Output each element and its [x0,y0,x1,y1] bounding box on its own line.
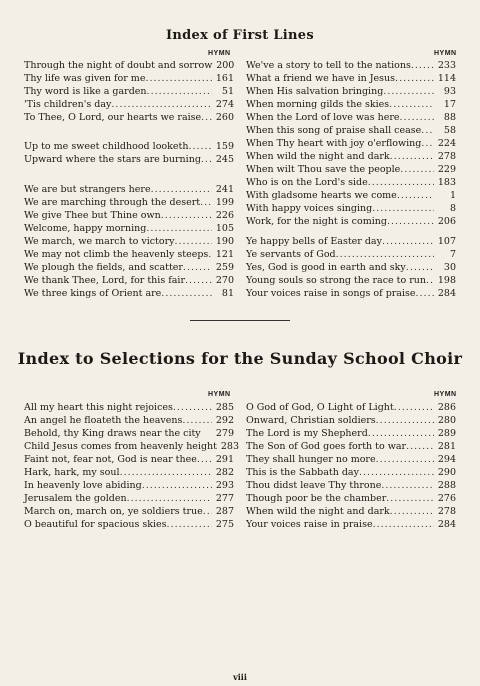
index-entry [24,223,234,235]
entry-first-line: We march, we march to victory [24,236,175,247]
index-entry [24,519,234,531]
index-entry [246,428,456,440]
entry-hymn-number: 190 [215,236,234,247]
entry-hymn-number: 51 [221,86,234,97]
index-entry [24,441,239,453]
entry-hymn-number: 93 [443,86,456,97]
index-entry [246,415,456,427]
leader-dots [146,223,212,235]
entry-hymn-number: 280 [437,415,456,426]
entry-first-line: When wilt Thou save the people [246,164,401,175]
index-entry [246,99,456,111]
index-entry [24,236,234,248]
leader-dots [368,177,434,189]
entry-hymn-number: 283 [220,441,239,452]
index-entry [24,210,234,222]
entry-first-line: 'Tis children's day [24,99,112,110]
index-entry [246,203,456,215]
entry-first-line: We give Thee but Thine own [24,210,161,221]
leader-dots [203,506,212,518]
leader-dots [368,428,434,440]
leader-dots [201,154,212,166]
entry-hymn-number: 287 [215,506,234,517]
entry-hymn-number: 81 [221,288,234,299]
index-entry [24,454,234,466]
leader-dots [406,441,434,453]
entry-first-line: When wild the night and dark [246,151,390,162]
entry-first-line: We may not climb the heavenly steeps [24,249,209,260]
entry-first-line: When His salvation bringing [246,86,384,97]
index-entry [246,190,456,202]
index-entry [24,112,234,124]
entry-first-line: We thank Thee, Lord, for this fair [24,275,185,286]
entry-hymn-number: 198 [437,275,456,286]
index-entry [24,60,234,72]
entry-first-line: In heavenly love abiding [24,480,142,491]
index-entry [24,249,234,261]
index-entry [246,506,456,518]
entry-hymn-number: 183 [437,177,456,188]
index-entry [246,236,456,248]
index-entry [24,493,234,505]
leader-dots [142,480,212,492]
entry-hymn-number: 121 [215,249,234,260]
entry-first-line: We are marching through the desert [24,197,201,208]
entry-hymn-number: 294 [437,454,456,465]
index-entry [246,467,456,479]
leader-dots [386,493,434,505]
index-entry [246,177,456,189]
entry-hymn-number: 282 [215,467,234,478]
entry-hymn-number: 105 [215,223,234,234]
leader-dots [390,506,434,518]
leader-dots [161,288,212,300]
index-entry [246,454,456,466]
leader-dots [394,402,434,414]
hymn-column-header: HYMN [208,50,231,57]
index-entry [246,519,456,531]
entry-first-line: Your voices raise in songs of praise [246,288,416,299]
entry-hymn-number: 290 [437,467,456,478]
entry-hymn-number: 284 [437,288,456,299]
index-entry [246,288,456,300]
entry-first-line: The Son of God goes forth to war [246,441,407,452]
index-entry [24,506,234,518]
entry-hymn-number: 284 [437,519,456,530]
entry-first-line: Upward where the stars are burning [24,154,201,165]
index-entry [24,480,234,492]
entry-first-line: When Thy heart with joy o'erflowing [246,138,422,149]
leader-dots [411,60,434,72]
entry-first-line: This is the Sabbath day [246,467,359,478]
index-entry [246,112,456,124]
entry-first-line: Up to me sweet childhood looketh [24,141,189,152]
first-lines-title: Index of First Lines [166,28,314,43]
leader-dots [395,73,434,85]
entry-first-line: Thou didst leave Thy throne [246,480,382,491]
entry-first-line: Young souls so strong the race to run [246,275,427,286]
entry-hymn-number: 245 [215,154,234,165]
entry-hymn-number: 1 [449,190,456,201]
index-entry [246,402,456,414]
entry-hymn-number: 276 [437,493,456,504]
leader-dots [197,454,212,466]
entry-first-line: Through the night of doubt and sorrow [24,60,213,71]
leader-dots [416,288,434,300]
hymn-column-header: HYMN [434,391,457,398]
entry-hymn-number: 270 [215,275,234,286]
entry-first-line: Your voices raise in praise [246,519,373,530]
entry-hymn-number: 286 [437,402,456,413]
leader-dots [389,99,434,111]
entry-first-line: Behold, thy King draws near the city [24,428,201,439]
entry-first-line: O beautiful for spacious skies [24,519,167,530]
leader-dots [383,86,434,98]
index-entry [24,99,234,111]
entry-first-line: Faint not, fear not, God is near thee [24,454,197,465]
entry-first-line: All my heart this night rejoices [24,402,173,413]
entry-first-line: The Lord is my Shepherd [246,428,368,439]
index-entry [24,141,234,153]
index-entry [246,216,456,228]
index-entry [246,138,456,150]
entry-first-line: March on, march on, ye soldiers true [24,506,203,517]
hymn-column-header: HYMN [434,50,457,57]
entry-hymn-number: 206 [437,216,456,227]
index-entry [24,86,234,98]
entry-hymn-number: 291 [215,454,234,465]
leader-dots [120,467,212,479]
leader-dots [175,236,213,248]
entry-first-line: Ye servants of God [246,249,336,260]
index-entry [246,493,456,505]
leader-dots [397,190,434,202]
entry-hymn-number: 224 [437,138,456,149]
entry-first-line: With gladsome hearts we come [246,190,397,201]
entry-first-line: Thy word is like a garden [24,86,147,97]
leader-dots [151,184,212,196]
entry-first-line: What a friend we have in Jesus [246,73,396,84]
entry-first-line: We three kings of Orient are [24,288,162,299]
index-entry [246,151,456,163]
leader-dots [406,262,434,274]
index-entry [246,441,456,453]
entry-hymn-number: 259 [215,262,234,273]
leader-dots [201,112,212,124]
entry-first-line: They shall hunger no more [246,454,376,465]
entry-first-line: Yes, God is good in earth and sky [246,262,406,273]
entry-hymn-number: 107 [437,236,456,247]
entry-hymn-number: 229 [437,164,456,175]
index-entry [24,467,234,479]
leader-dots [111,99,212,111]
leader-dots [183,262,212,274]
leader-dots [182,415,212,427]
index-entry [246,275,456,287]
leader-dots [167,519,212,531]
entry-first-line: We are but strangers here [24,184,151,195]
entry-first-line: Ye happy bells of Easter day [246,236,382,247]
leader-dots [145,73,212,85]
index-entry [24,415,234,427]
index-entry [24,154,234,166]
entry-first-line: Thy life was given for me [24,73,146,84]
entry-hymn-number: 278 [437,151,456,162]
entry-hymn-number: 241 [215,184,234,195]
entry-hymn-number: 292 [215,415,234,426]
entry-first-line: Work, for the night is coming [246,216,387,227]
entry-first-line: We've a story to tell to the nations [246,60,411,71]
index-entry [246,262,456,274]
entry-first-line: An angel he floateth the heavens [24,415,183,426]
index-entry [24,262,234,274]
page-number: viii [233,672,247,682]
leader-dots [376,454,434,466]
entry-hymn-number: 58 [443,125,456,136]
entry-first-line: When the Lord of love was here [246,112,400,123]
leader-dots [382,236,434,248]
entry-first-line: Hark, hark, my soul [24,467,120,478]
entry-first-line: To Thee, O Lord, our hearts we raise [24,112,202,123]
leader-dots [387,216,434,228]
entry-hymn-number: 226 [215,210,234,221]
entry-hymn-number: 281 [437,441,456,452]
entry-first-line: Though poor be the chamber [246,493,387,504]
leader-dots [381,480,434,492]
index-entry [24,288,234,300]
entry-hymn-number: 293 [215,480,234,491]
entry-hymn-number: 30 [443,262,456,273]
entry-hymn-number: 275 [215,519,234,530]
leader-dots [185,275,212,287]
entry-hymn-number: 161 [215,73,234,84]
entry-hymn-number: 279 [215,428,234,439]
entry-hymn-number: 233 [437,60,456,71]
entry-hymn-number: 8 [449,203,456,214]
leader-dots [372,203,434,215]
entry-hymn-number: 17 [443,99,456,110]
leader-dots [400,112,434,124]
index-entry [246,125,456,137]
entry-hymn-number: 7 [449,249,456,260]
leader-dots [426,275,434,287]
entry-first-line: With happy voices singing [246,203,373,214]
leader-dots [200,197,212,209]
entry-first-line: When wild the night and dark [246,506,390,517]
entry-hymn-number: 289 [437,428,456,439]
leader-dots [127,493,212,505]
entry-first-line: Jerusalem the golden [24,493,127,504]
index-entry [246,249,456,261]
entry-hymn-number: 114 [437,73,456,84]
leader-dots [373,519,434,531]
entry-hymn-number: 278 [437,506,456,517]
leader-dots [173,402,212,414]
entry-first-line: Child Jesus comes from heavenly height [24,441,217,452]
index-entry [246,480,456,492]
entry-hymn-number: 260 [215,112,234,123]
entry-first-line: O God of God, O Light of Light [246,402,394,413]
index-entry [24,428,234,440]
index-entry [24,184,234,196]
index-entry [246,60,456,72]
entry-first-line: Who is on the Lord's side [246,177,368,188]
hymn-column-header: HYMN [208,391,231,398]
index-entry [246,73,456,85]
index-entry [24,73,234,85]
leader-dots [359,467,434,479]
entry-first-line: When morning gilds the skies [246,99,390,110]
leader-dots [421,125,434,137]
entry-hymn-number: 285 [215,402,234,413]
index-entry [246,164,456,176]
leader-dots [147,86,212,98]
leader-dots [421,138,434,150]
entry-first-line: We plough the fields, and scatter [24,262,183,273]
entry-hymn-number: 88 [443,112,456,123]
entry-hymn-number: 159 [215,141,234,152]
leader-dots [400,164,434,176]
index-entry [24,275,234,287]
index-entry [24,197,234,209]
entry-hymn-number: 274 [215,99,234,110]
leader-dots [376,415,434,427]
entry-hymn-number: 277 [215,493,234,504]
leader-dots [188,141,212,153]
entry-first-line: When this song of praise shall cease [246,125,422,136]
entry-first-line: Welcome, happy morning [24,223,147,234]
entry-hymn-number: 200 [216,60,235,71]
entry-hymn-number: 199 [215,197,234,208]
leader-dots [161,210,212,222]
entry-first-line: Onward, Christian soldiers [246,415,376,426]
index-entry [24,402,234,414]
section-divider [190,320,290,321]
index-entry [246,86,456,98]
leader-dots [390,151,434,163]
entry-hymn-number: 288 [437,480,456,491]
choir-index-title: Index to Selections for the Sunday School Choir [17,349,463,368]
leader-dots [336,249,434,261]
